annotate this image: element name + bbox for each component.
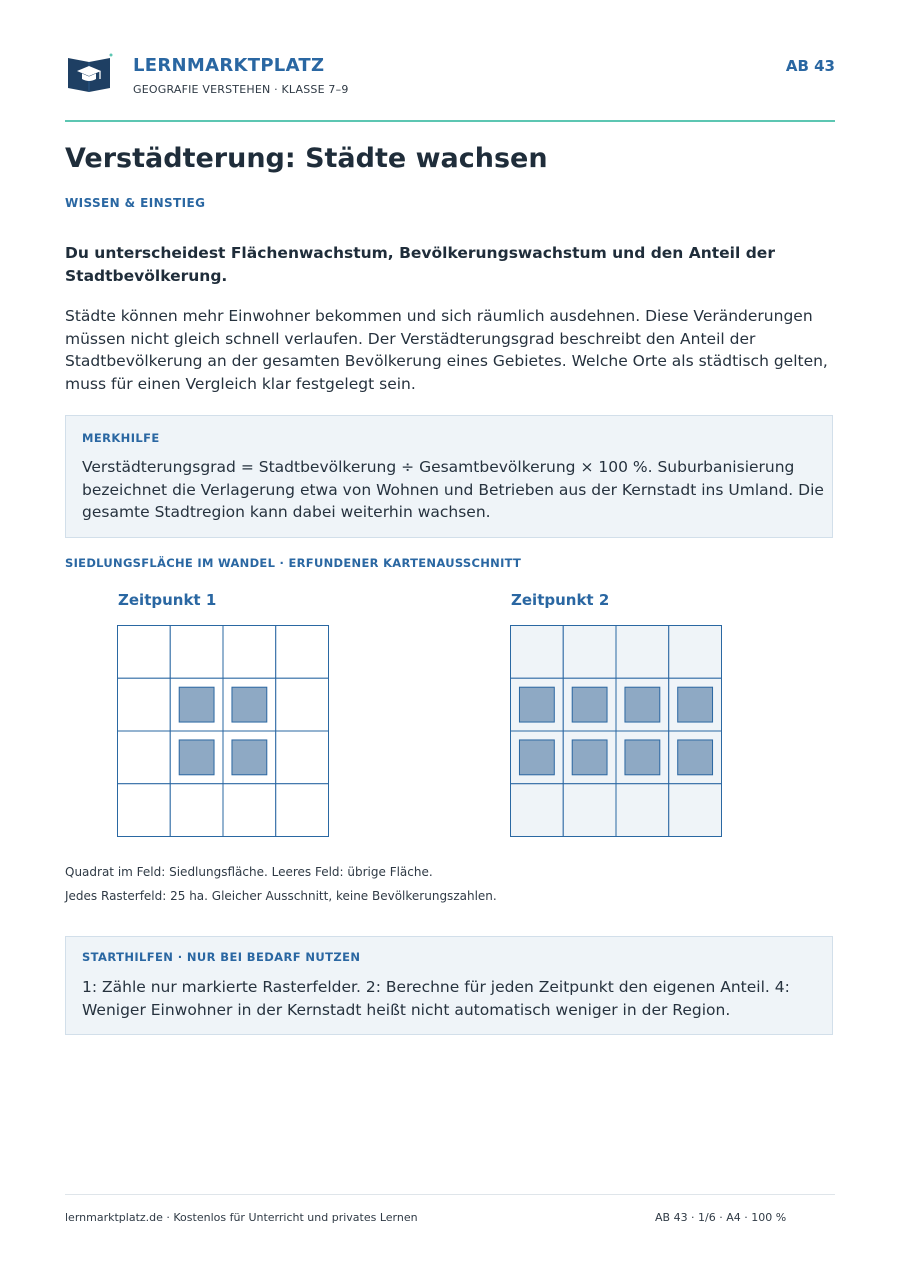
merkhilfe-text: Verstädterungsgrad = Stadtbevölkerung ÷ Gesamtbevölkerung × 100 %. Suburbanisierung bezeichnet die Verlagerung etwa von Wohnen und Betrieben aus der Kernstadt ins Umland. Die gesamte Stadtregion kann dabei weiterhin wachsen. <box>82 458 824 522</box>
grid-cell <box>276 784 329 837</box>
settlement-square <box>678 687 713 722</box>
panel-title-2: Zeitpunkt 2 <box>511 591 610 609</box>
grid-cell <box>170 784 223 837</box>
grid-cell <box>669 784 722 837</box>
section-kicker: WISSEN & EINSTIEG <box>65 196 206 210</box>
grid-cell <box>117 678 170 731</box>
grid-cell <box>276 625 329 678</box>
page-header <box>65 50 835 100</box>
merkhilfe-heading: MERKHILFE <box>82 431 160 445</box>
settlement-square <box>232 740 267 775</box>
footer-page-info: AB 43 · 1/6 · A4 · 100 % <box>655 1211 787 1224</box>
figure-caption-scale: Jedes Rasterfeld: 25 ha. Gleicher Ausschnitt, keine Bevölkerungszahlen. <box>65 889 497 903</box>
footer-site: lernmarktplatz.de · Kostenlos für Unterricht und privates Lernen <box>65 1211 418 1224</box>
grid-cell <box>117 731 170 784</box>
merkhilfe-box <box>65 415 833 538</box>
settlement-square <box>179 687 214 722</box>
settlement-square <box>519 687 554 722</box>
settlement-square <box>232 687 267 722</box>
grid-map-2 <box>510 625 722 837</box>
figure-caption-legend: Quadrat im Feld: Siedlungsfläche. Leeres Feld: übrige Fläche. <box>65 865 433 879</box>
footer-divider <box>65 1194 835 1195</box>
grid-cell <box>616 784 669 837</box>
grid-cell <box>563 784 616 837</box>
starthilfen-text: 1: Zähle nur markierte Rasterfelder. 2: Berechne für jeden Zeitpunkt den eigenen Anteil. 4: Weniger Einwohner in der Kernstadt heißt nicht automatisch weniger in der Region. <box>82 978 790 1019</box>
sheet-number: AB 43 <box>785 57 835 75</box>
grid-cell <box>510 784 563 837</box>
page-title: Verstädterung: Städte wachsen <box>65 143 548 174</box>
grid-cell <box>223 784 276 837</box>
settlement-square <box>572 740 607 775</box>
intro-text: Städte können mehr Einwohner bekommen und sich räumlich ausdehnen. Diese Veränderungen müssen nicht gleich schnell verlaufen. Der Verstädterungsgrad beschreibt den Anteil der Stadtbevölkerung an der gesamten Bevölkerung eines Gebietes. Welche Orte als städtisch gelten, muss für einen Vergleich klar festgelegt sein. <box>65 307 828 393</box>
settlement-square <box>179 740 214 775</box>
settlement-square <box>678 740 713 775</box>
grid-cell <box>669 625 722 678</box>
settlement-square <box>572 687 607 722</box>
grid-cell <box>616 625 669 678</box>
grid-cell <box>170 625 223 678</box>
grid-map-1 <box>117 625 329 837</box>
grid-cell <box>563 625 616 678</box>
starthilfen-heading: STARTHILFEN · NUR BEI BEDARF NUTZEN <box>82 950 361 964</box>
grid-cell <box>117 784 170 837</box>
settlement-square <box>625 687 660 722</box>
panel-title-1: Zeitpunkt 1 <box>118 591 217 609</box>
grid-cell <box>510 625 563 678</box>
learning-goal: Du unterscheidest Flächenwachstum, Bevölkerungswachstum und den Anteil der Stadtbevölkerung. <box>65 244 775 285</box>
grid-cell <box>276 731 329 784</box>
graduation-cap-book-icon <box>65 52 113 96</box>
grid-cell <box>117 625 170 678</box>
brand-name: LERNMARKTPLATZ <box>133 55 325 76</box>
grid-cell <box>276 678 329 731</box>
settlement-square <box>519 740 554 775</box>
figure-heading: SIEDLUNGSFLÄCHE IM WANDEL · ERFUNDENER KARTENAUSSCHNITT <box>65 556 522 570</box>
header-divider <box>65 120 835 122</box>
brand-subtitle: GEOGRAFIE VERSTEHEN · KLASSE 7–9 <box>133 83 349 96</box>
settlement-square <box>625 740 660 775</box>
grid-cell <box>223 625 276 678</box>
starthilfen-box <box>65 936 833 1035</box>
